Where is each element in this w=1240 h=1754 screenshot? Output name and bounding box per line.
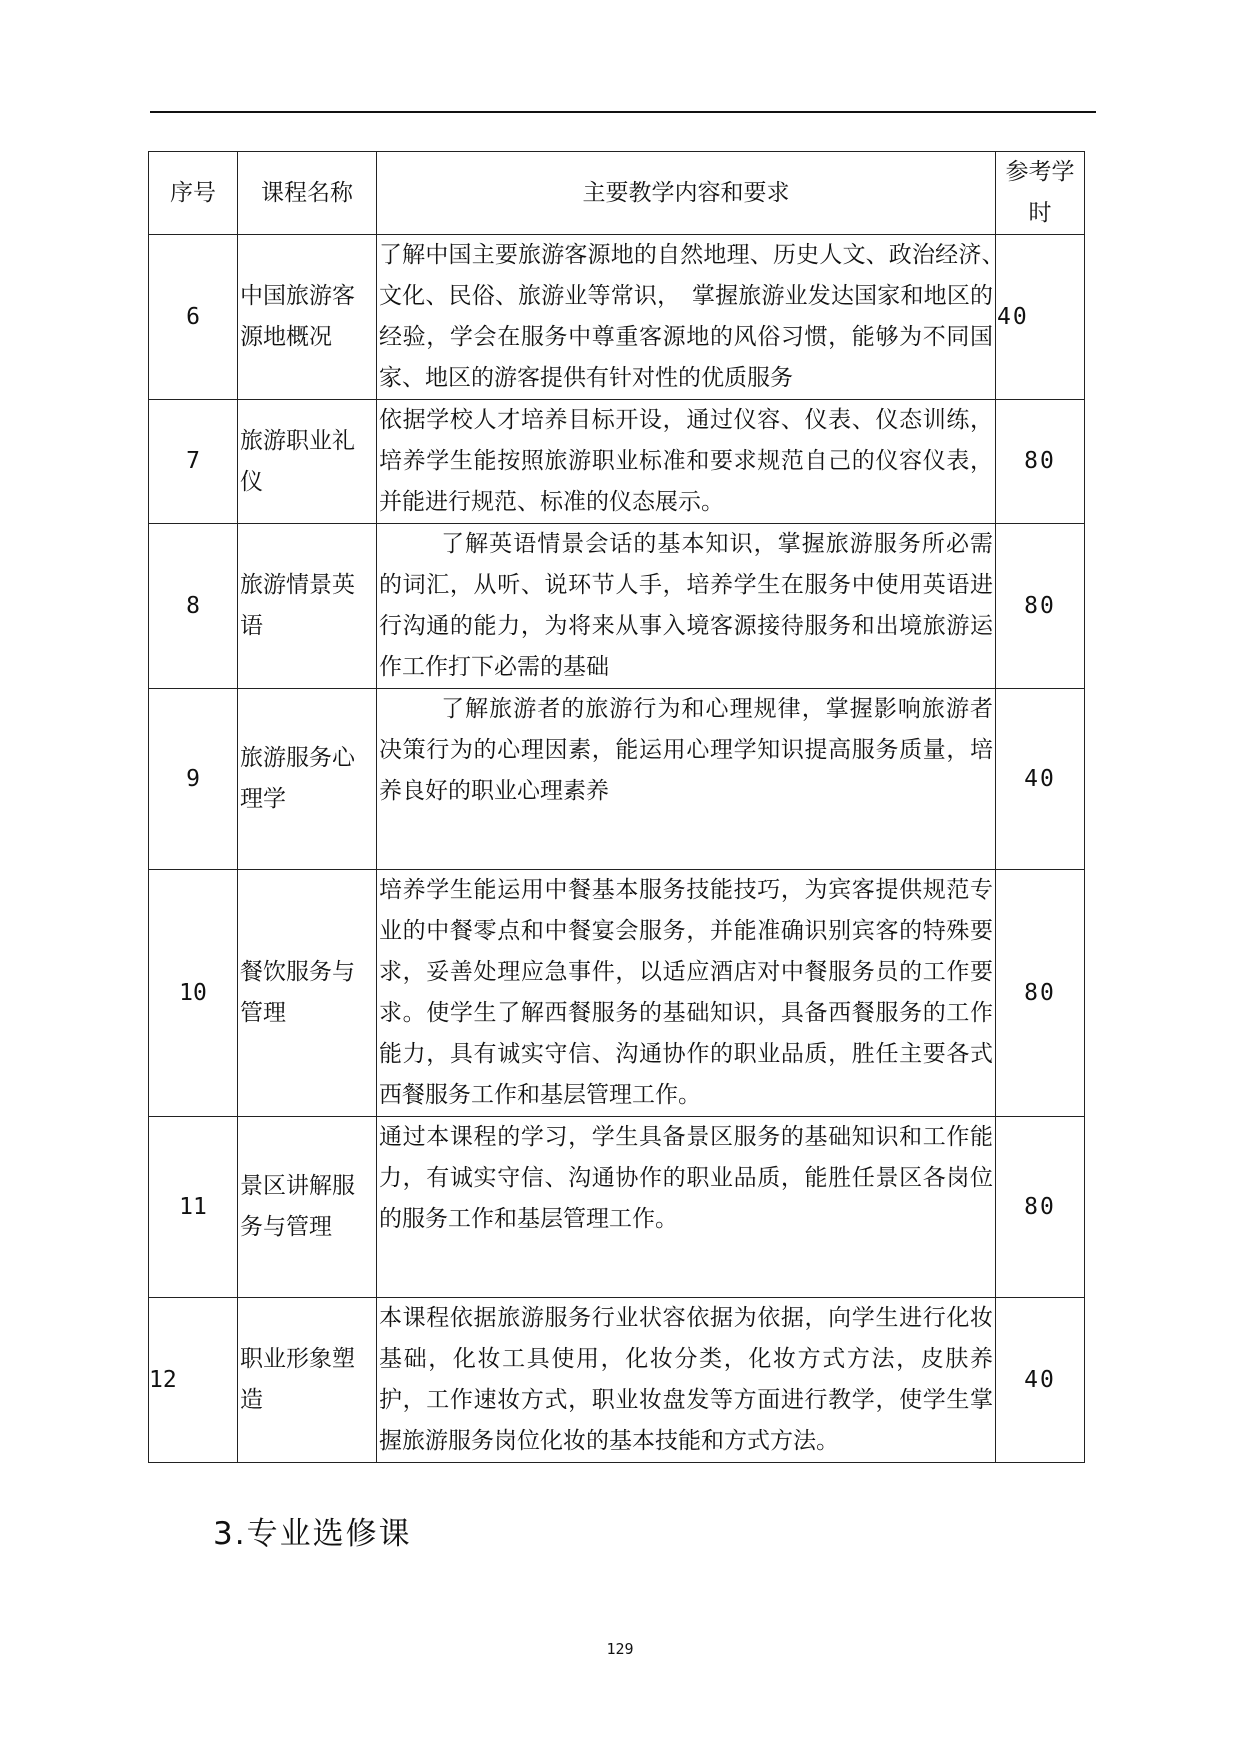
- row-hours: 80: [996, 400, 1085, 524]
- row-hours: 80: [996, 524, 1085, 689]
- page-number: 129: [606, 1640, 634, 1658]
- row-content: 依据学校人才培养目标开设，通过仪容、仪表、仪态训练，培养学生能按照旅游职业标准和要求规范自己的仪容仪表，并能进行规范、标准的仪态展示。: [377, 400, 996, 524]
- header-course-name: 课程名称: [238, 152, 377, 235]
- table-row: [149, 400, 1085, 524]
- row-num: 7: [149, 400, 238, 524]
- table-row: [149, 689, 1085, 870]
- header-content: 主要教学内容和要求: [377, 152, 996, 235]
- row-num: 11: [149, 1117, 238, 1298]
- row-course-name: 餐饮服务与管理: [238, 870, 377, 1117]
- row-hours: 40: [996, 1298, 1085, 1463]
- table-row: [149, 870, 1085, 1117]
- table-row: [149, 1298, 1085, 1463]
- row-hours: 40: [996, 235, 1085, 400]
- header-rule: [150, 111, 1096, 113]
- row-num: 10: [149, 870, 238, 1117]
- section-heading: 3.专业选修课: [213, 1516, 412, 1552]
- row-content: 本课程依据旅游服务行业状容依据为依据，向学生进行化妆基础，化妆工具使用，化妆分类，化妆方式方法，皮肤养护，工作速妆方式，职业妆盘发等方面进行教学，使学生掌握旅游服务岗位化妆的基本技能和方式方法。: [377, 1298, 996, 1463]
- row-num: 12: [149, 1298, 238, 1463]
- row-hours: 80: [996, 1117, 1085, 1298]
- row-course-name: 职业形象塑造: [238, 1298, 377, 1463]
- header-hours: 参考学时: [996, 152, 1085, 235]
- row-course-name: 中国旅游客源地概况: [238, 235, 377, 400]
- header-num: 序号: [149, 152, 238, 235]
- curriculum-table: [148, 151, 1085, 1463]
- row-num: 6: [149, 235, 238, 400]
- table-header-row: [149, 152, 1085, 235]
- row-content: 了解英语情景会话的基本知识，掌握旅游服务所必需的词汇，从听、说环节人手，培养学生在服务中使用英语进行沟通的能力，为将来从事入境客源接待服务和出境旅游运作工作打下必需的基础: [377, 524, 996, 689]
- table-row: [149, 524, 1085, 689]
- row-hours: 80: [996, 870, 1085, 1117]
- row-content: 了解中国主要旅游客源地的自然地理、历史人文、政治经济、 文化、民俗、旅游业等常识， 掌握旅游业发达国家和地区的经验，学会在服务中尊重客源地的风俗习惯，能够为不同国家、地区的游客提供有针对性的优质服务: [377, 235, 996, 400]
- table-row: [149, 1117, 1085, 1298]
- row-num: 9: [149, 689, 238, 870]
- row-course-name: 旅游职业礼仪: [238, 400, 377, 524]
- row-content: 培养学生能运用中餐基本服务技能技巧，为宾客提供规范专业的中餐零点和中餐宴会服务，并能准确识别宾客的特殊要求，妥善处理应急事件，以适应酒店对中餐服务员的工作要求。使学生了解西餐服务的基础知识，具备西餐服务的工作能力，具有诚实守信、沟通协作的职业品质，胜任主要各式西餐服务工作和基层管理工作。: [377, 870, 996, 1117]
- row-hours: 40: [996, 689, 1085, 870]
- row-course-name: 景区讲解服务与管理: [238, 1117, 377, 1298]
- table-row: [149, 235, 1085, 400]
- row-content: 了解旅游者的旅游行为和心理规律，掌握影响旅游者决策行为的心理因素，能运用心理学知识提高服务质量，培养良好的职业心理素养: [377, 689, 996, 870]
- row-course-name: 旅游情景英语: [238, 524, 377, 689]
- row-num: 8: [149, 524, 238, 689]
- row-content: 通过本课程的学习，学生具备景区服务的基础知识和工作能力，有诚实守信、沟通协作的职业品质，能胜任景区各岗位的服务工作和基层管理工作。: [377, 1117, 996, 1298]
- row-course-name: 旅游服务心理学: [238, 689, 377, 870]
